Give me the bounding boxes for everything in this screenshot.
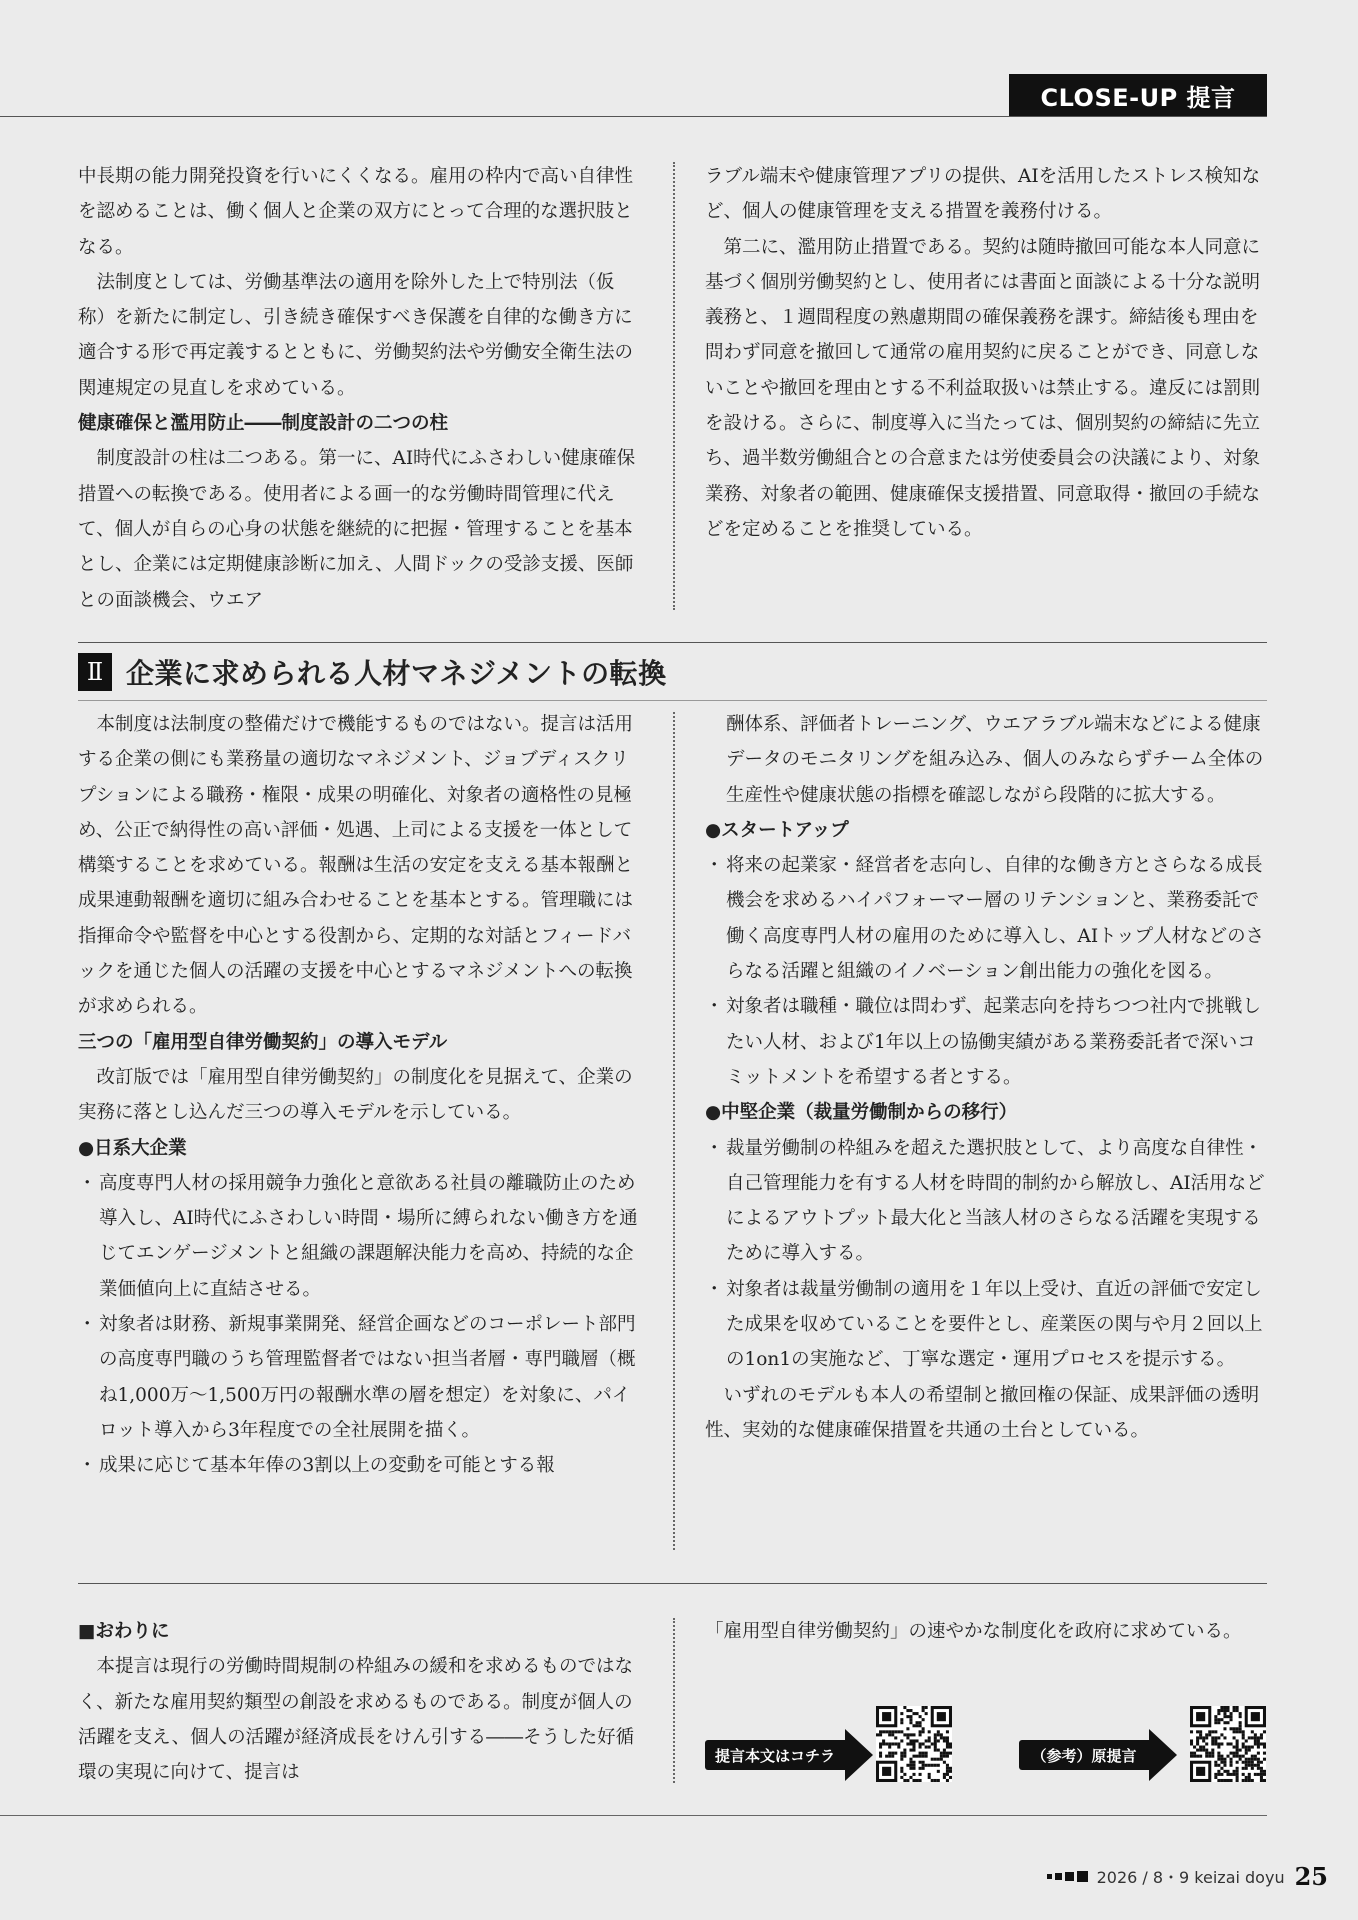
conclusion-left <box>78 1614 641 1790</box>
section-number: Ⅱ <box>78 653 112 691</box>
conclusion-rule <box>78 1583 1267 1584</box>
bullet-item <box>705 989 1268 1095</box>
conclusion-right <box>705 1614 1268 1649</box>
bullet-text: 成果に応じて基本年俸の3割以上の変動を可能とする報 <box>99 1455 555 1477</box>
decor-square-icon <box>1065 1872 1074 1881</box>
bullet-dot-icon: ・ <box>78 1455 97 1477</box>
subheading: ●スタートアップ <box>705 819 849 841</box>
subheading: 健康確保と濫用防止――制度設計の二つの柱 <box>78 413 449 435</box>
column-divider <box>673 712 675 1550</box>
proposal-link-button[interactable] <box>705 1729 873 1781</box>
conclusion-heading: ■おわりに <box>78 1621 170 1642</box>
bullet-text: 将来の起業家・経営者を志向し、自律的な働き方とさらなる成長機会を求めるハイパフォーマー層のリテンションと、業務委託で働く高度専門人材の雇用のために導入し、AIトップ人材などのさらなる活躍と組織のイノベーション創出能力の強化を図る。 <box>726 855 1265 983</box>
bullet-text: 対象者は職種・職位は問わず、起業志向を持ちつつ社内で挑戦したい人材、および1年以上の協働実績がある業務委託者で深いコミットメントを希望する者とする。 <box>726 996 1261 1088</box>
body-paragraph: 制度設計の柱は二つある。第一に、AI時代にふさわしい健康確保措置への転換である。使用者による画一的な労働時間管理に代えて、個人が自らの心身の状態を継続的に把握・管理することを基本とし、企業には定期健康診断に加え、人間ドックの受診支援、医師との面談機会、ウエア <box>78 448 636 611</box>
column-divider <box>673 1618 675 1783</box>
decor-square-icon <box>1047 1874 1052 1879</box>
bullet-item <box>78 1307 641 1448</box>
bullet-text: 対象者は裁量労働制の適用を１年以上受け、直近の評価で安定した成果を収めていることを要件とし、産業医の関与や月２回以上の1on1の実施など、丁寧な選定・運用プロセスを提示する。 <box>726 1278 1263 1371</box>
body-paragraph: ラブル端末や健康管理アプリの提供、AIを活用したストレス検知など、個人の健康管理を支える措置を義務付ける。 <box>705 166 1261 223</box>
page-number: 25 <box>1294 1862 1328 1891</box>
section-title: 企業に求められる人材マネジメントの転換 <box>126 657 667 690</box>
conclusion-body: 本提言は現行の労働時間規制の枠組みの緩和を求めるものではなく、新たな雇用契約類型の創設を求めるものである。制度が個人の活躍を支え、個人の活躍が経済成長をけん引する――そうした好循環の実現に向けて、提言は <box>78 1656 635 1784</box>
section-badge: CLOSE-UP 提言 <box>1009 74 1267 116</box>
original-proposal-link-label: （参考）原提言 <box>1019 1740 1149 1770</box>
subheading: ●日系大企業 <box>78 1137 187 1159</box>
arrow-right-icon <box>845 1729 873 1781</box>
original-proposal-link-button[interactable] <box>1019 1729 1177 1781</box>
bullet-item <box>705 1131 1268 1272</box>
bullet-dot-icon: ・ <box>705 1278 724 1300</box>
column-right-top <box>705 159 1268 547</box>
bullet-text: 高度専門人材の採用競争力強化と意欲ある社員の離職防止のため導入し、AI時代にふさわしい時間・場所に縛られない働き方を通じてエンゲージメントと組織の課題解決能力を高め、持続的な企業価値向上に直結させる。 <box>99 1172 638 1300</box>
column-right-main <box>705 707 1268 1448</box>
body-paragraph: 法制度としては、労働基準法の適用を除外した上で特別法（仮称）を新たに制定し、引き続き確保すべき保護を自律的な働き方に適合する形で再定義するとともに、労働契約法や労働安全衛生法の関連規定の見直しを求めている。 <box>78 271 634 399</box>
bullet-item <box>705 848 1268 989</box>
conclusion-body-cont: 「雇用型自律労働契約」の速やかな制度化を政府に求めている。 <box>705 1621 1242 1642</box>
body-paragraph: 第二に、濫用防止措置である。契約は随時撤回可能な本人同意に基づく個別労働契約とし、使用者には書面と面談による十分な説明義務と、１週間程度の熟慮期間の確保義務を課す。締結後も理由を問わず同意を撤回して通常の雇用契約に戻ることができ、同意しないことや撤回を理由とする不利益取扱いは禁止する。違反には罰則を設ける。さらに、制度導入に当たっては、個別契約の締結に先立ち、過半数労働組合との合意または労使委員会の決議により、対象業務、対象者の範囲、健康確保支援措置、同意取得・撤回の手続などを定めることを推奨している。 <box>705 236 1261 540</box>
section-underline <box>78 700 1267 701</box>
footer <box>1047 1862 1328 1891</box>
subheading: 三つの「雇用型自律労働契約」の導入モデル <box>78 1031 448 1053</box>
footer-rule <box>0 1815 1267 1816</box>
decor-square-icon <box>1077 1871 1088 1882</box>
footer-date: 2026 / 8・9 keizai doyu <box>1096 1868 1285 1887</box>
bullet-dot-icon: ・ <box>78 1314 97 1336</box>
subheading: ●中堅企業（裁量労働制からの移行） <box>705 1102 1018 1124</box>
bullet-text: 裁量労働制の枠組みを超えた選択肢として、より高度な自律性・自己管理能力を有する人材を時間的制約から解放し、AI活用などによるアウトプット最大化と当該人材のさらなる活躍を実現するために導入する。 <box>726 1137 1265 1265</box>
qr-code-original[interactable] <box>1190 1706 1266 1782</box>
bullet-item <box>705 1272 1268 1378</box>
bullet-dot-icon: ・ <box>705 855 724 877</box>
decor-square-icon <box>1055 1873 1062 1880</box>
bullet-item <box>78 1448 641 1483</box>
proposal-link-label: 提言本文はコチラ <box>705 1740 845 1770</box>
section-heading <box>78 648 667 696</box>
bullet-dot-icon: ・ <box>705 996 724 1018</box>
body-paragraph: 中長期の能力開発投資を行いにくくなる。雇用の枠内で高い自律性を認めることは、働く個人と企業の双方にとって合理的な選択肢となる。 <box>78 166 634 258</box>
bullet-text: 対象者は財務、新規事業開発、経営企画などのコーポレート部門の高度専門職のうち管理監督者ではない担当者層・専門職層（概ね1,000万～1,500万円の報酬水準の層を想定）を対象に、パイロット導入から3年程度での全社展開を描く。 <box>99 1314 636 1441</box>
body-paragraph: いずれのモデルも本人の希望制と撤回権の保証、成果評価の透明性、実効的な健康確保措置を共通の土台としている。 <box>705 1384 1260 1441</box>
bullet-dot-icon: ・ <box>78 1172 97 1194</box>
bullet-continuation: 酬体系、評価者トレーニング、ウエアラブル端末などによる健康データのモニタリングを組み込み、個人のみならずチーム全体の生産性や健康状態の指標を確認しながら段階的に拡大する。 <box>726 714 1264 806</box>
qr-code-proposal[interactable] <box>876 1706 952 1782</box>
section-rule <box>78 642 1267 643</box>
column-divider <box>673 162 675 610</box>
arrow-right-icon <box>1149 1729 1177 1781</box>
body-paragraph: 改訂版では「雇用型自律労働契約」の制度化を見据えて、企業の実務に落とし込んだ三つの導入モデルを示している。 <box>78 1066 633 1124</box>
body-paragraph: 本制度は法制度の整備だけで機能するものではない。提言は活用する企業の側にも業務量の適切なマネジメント、ジョブディスクリプションによる職務・権限・成果の明確化、対象者の適格性の見極め、公正で納得性の高い評価・処遇、上司による支援を一体として構築することを求めている。報酬は生活の安定を支える基本報酬と成果連動報酬を適切に組み合わせることを基本とする。管理職には指揮命令や監督を中心とする役割から、定期的な対話とフィードバックを通じた個人の活躍の支援を中心とするマネジメントへの転換が求められる。 <box>78 714 634 1018</box>
header-rule <box>0 116 1267 117</box>
bullet-dot-icon: ・ <box>705 1137 724 1159</box>
column-left-main <box>78 707 641 1484</box>
column-left-top <box>78 159 641 618</box>
bullet-item <box>78 1166 641 1307</box>
